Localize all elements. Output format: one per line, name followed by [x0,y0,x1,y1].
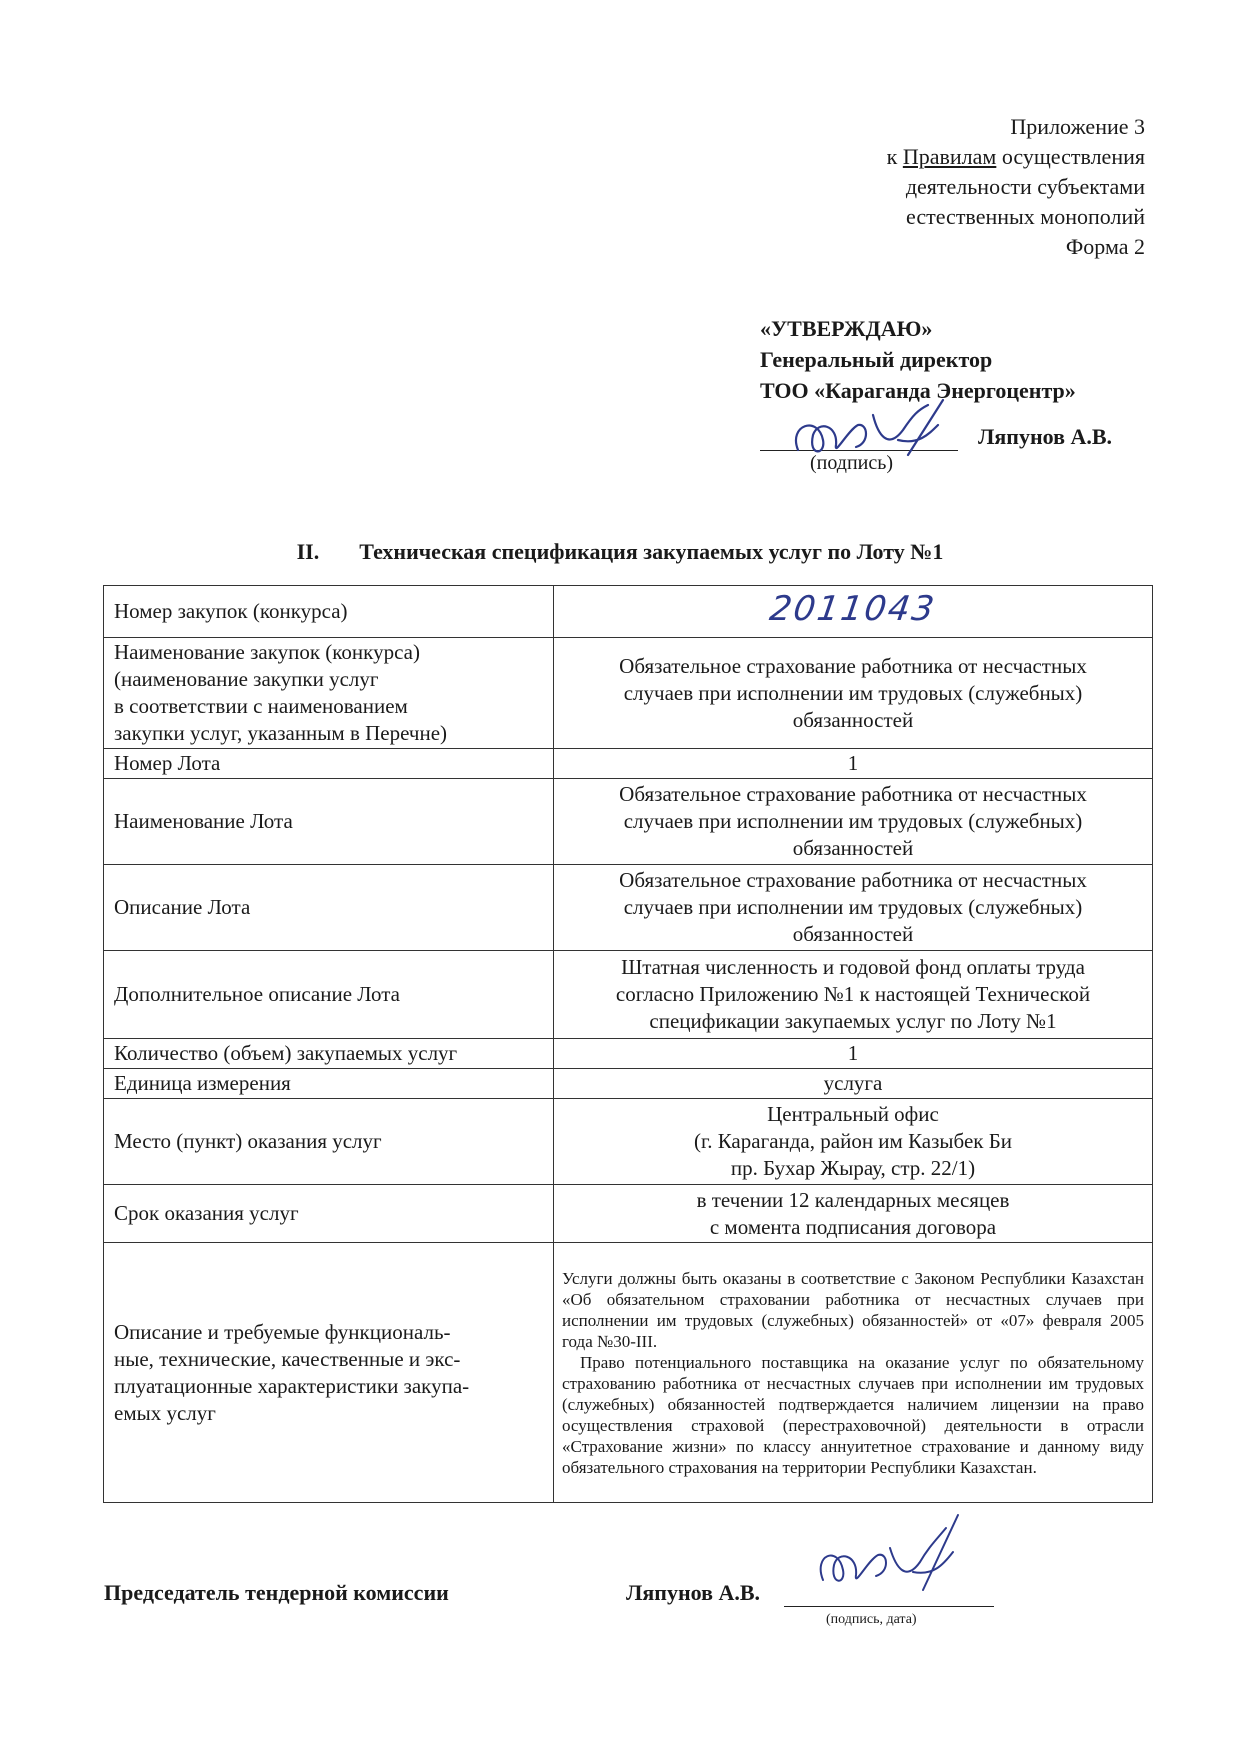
row-key: Номер закупок (конкурса) [104,586,554,638]
row-value: Обязательное страхование работника от несчастных случаев при исполнении им трудовых (служебных) обязанностей [554,865,1153,951]
section-heading: Техническая спецификация закупаемых услуг по Лоту №1 [359,539,944,564]
row-value: Обязательное страхование работника от несчастных случаев при исполнении им трудовых (служебных) обязанностей [554,779,1153,865]
approval-title: «УТВЕРЖДАЮ» [760,316,933,341]
table-row [104,1185,1153,1243]
approval-position: Генеральный директор [760,347,993,372]
table-row [104,1099,1153,1185]
approval-organization: ТОО «Караганда Энергоцентр» [760,378,1076,403]
row-value [554,1243,1153,1503]
approval-signer-name: Ляпунов А.В. [978,424,1113,449]
annex-number: Приложение 3 [1010,114,1145,139]
row-key: Описание и требуемые функциональ- ные, технические, качественные и экс- плуатационные характеристики закупа- емых услуг [104,1243,554,1503]
table-row [104,865,1153,951]
row-value [554,586,1153,638]
row-key: Наименование закупок (конкурса) (наименование закупки услуг в соответствии с наименованием закупки услуг, указанным в Перечне) [104,638,554,749]
row-key: Номер Лота [104,749,554,779]
annex-rules-line: к Правилам осуществления [886,144,1145,169]
commission-chair-label: Председатель тендерной комиссии [104,1580,449,1605]
annex-line-3: деятельности субъектами [905,174,1145,199]
row-value: Обязательное страхование работника от несчастных случаев при исполнении им трудовых (служебных) обязанностей [554,638,1153,749]
row-value: Центральный офис (г. Караганда, район им Казыбек Би пр. Бухар Жырау, стр. 22/1) [554,1099,1153,1185]
table-row [104,749,1153,779]
table-row [104,638,1153,749]
table-row [104,951,1153,1039]
section-title [100,539,1140,565]
row-value: услуга [554,1069,1153,1099]
row-key: Количество (объем) закупаемых услуг [104,1039,554,1069]
signature-caption: (подпись) [810,452,894,474]
form-number: Форма 2 [1065,234,1145,259]
commission-chair-name: Ляпунов А.В. [626,1580,761,1605]
handwritten-signature-icon [808,1510,968,1600]
table-row [104,1039,1153,1069]
row-value: в течении 12 календарных месяцев с момента подписания договора [554,1185,1153,1243]
footer-signature-caption: (подпись, дата) [826,1612,917,1627]
section-number: II. [296,539,320,564]
row-key: Описание Лота [104,865,554,951]
row-key: Дополнительное описание Лота [104,951,554,1039]
annex-header [625,112,1145,262]
specification-table [103,585,1153,1503]
requirements-paragraph: Услуги должны быть оказаны в соответствие с Законом Республики Казахстан «Об обязательном страховании работника от несчастных случаев при исполнении им трудовых (служебных) обязанностей» от «07» февраля 2005 года №30-III. [562,1268,1144,1351]
table-row [104,779,1153,865]
row-value: Штатная численность и годовой фонд оплаты труда согласно Приложению №1 к настоящей Технической спецификации закупаемых услуг по Лоту №1 [554,951,1153,1039]
requirements-paragraph: Право потенциального поставщика на оказание услуг по обязательному страхованию работника от несчастных случаев при исполнении им трудовых (служебных) обязанностей подтверждается наличием лицензии на право осуществления страховой (перестраховочной) деятельности в отрасли «Страхование жизни» по классу аннуитетное страхование и данному виду обязательного страхования на территории Республики Казахстан. [562,1352,1144,1477]
row-key: Место (пункт) оказания услуг [104,1099,554,1185]
handwritten-purchase-number: 2011043 [767,589,939,629]
row-value: 1 [554,749,1153,779]
rules-link[interactable]: Правилам [902,144,997,169]
row-key: Срок оказания услуг [104,1185,554,1243]
row-value: 1 [554,1039,1153,1069]
row-key: Единица измерения [104,1069,554,1099]
row-key: Наименование Лота [104,779,554,865]
annex-line-4: естественных монополий [906,204,1145,229]
table-row [104,1243,1153,1503]
table-row [104,586,1153,638]
approval-block [760,313,1180,406]
table-row [104,1069,1153,1099]
footer-signature-line [784,1606,994,1607]
